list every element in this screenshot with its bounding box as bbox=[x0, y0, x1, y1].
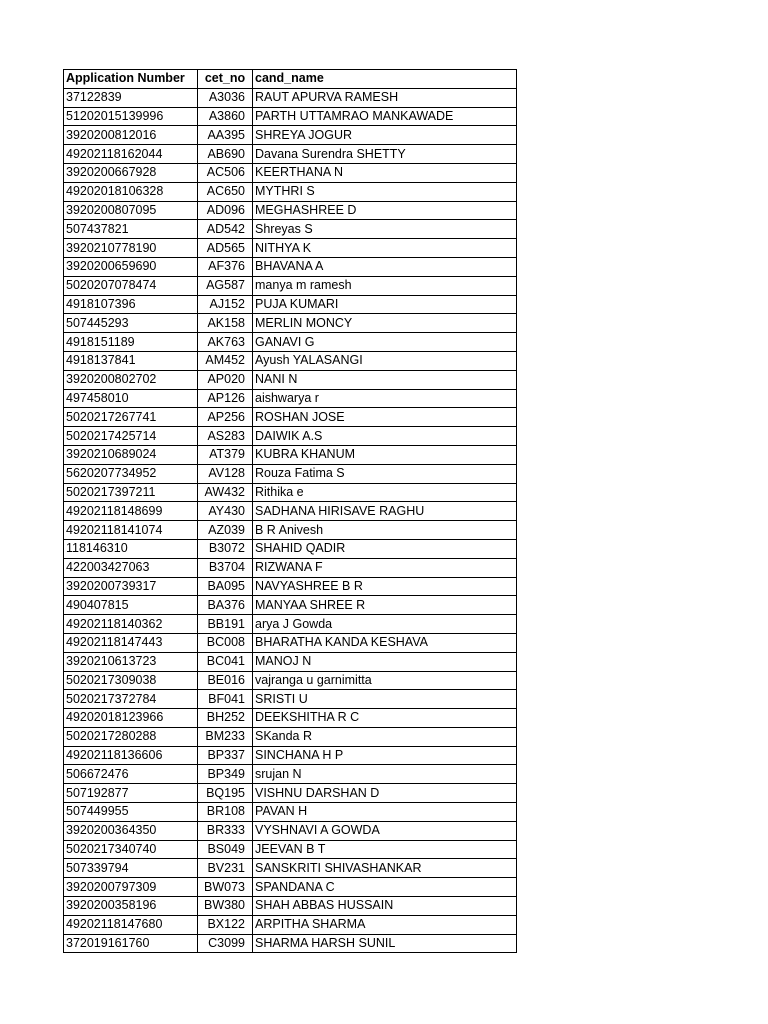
cand-name-cell: PAVAN H bbox=[253, 803, 517, 822]
cet-no-cell: BW073 bbox=[198, 878, 253, 897]
cand-name-cell: JEEVAN B T bbox=[253, 840, 517, 859]
table-row bbox=[64, 878, 517, 897]
table-row bbox=[64, 821, 517, 840]
cand-name-cell: MANYAA SHREE R bbox=[253, 596, 517, 615]
cet-no-cell: AZ039 bbox=[198, 521, 253, 540]
table-row bbox=[64, 727, 517, 746]
application-number-cell: 3920200659690 bbox=[64, 257, 198, 276]
application-number-cell: 49202018106328 bbox=[64, 182, 198, 201]
cet-no-cell: AW432 bbox=[198, 483, 253, 502]
application-number-cell: 3920200812016 bbox=[64, 126, 198, 145]
header-cet-no: cet_no bbox=[198, 70, 253, 89]
cet-no-cell: BE016 bbox=[198, 671, 253, 690]
cand-name-cell: SANSKRITI SHIVASHANKAR bbox=[253, 859, 517, 878]
table-row bbox=[64, 765, 517, 784]
table-row bbox=[64, 126, 517, 145]
application-number-cell: 3920200797309 bbox=[64, 878, 198, 897]
cet-no-cell: BA095 bbox=[198, 577, 253, 596]
cand-name-cell: manya m ramesh bbox=[253, 276, 517, 295]
application-number-cell: 3920210689024 bbox=[64, 445, 198, 464]
table-row bbox=[64, 333, 517, 352]
application-number-cell: 5020217340740 bbox=[64, 840, 198, 859]
cet-no-cell: B3072 bbox=[198, 539, 253, 558]
cet-no-cell: BS049 bbox=[198, 840, 253, 859]
cand-name-cell: RIZWANA F bbox=[253, 558, 517, 577]
table-row bbox=[64, 897, 517, 916]
table-row bbox=[64, 182, 517, 201]
cand-name-cell: Rithika e bbox=[253, 483, 517, 502]
application-number-cell: 5620207734952 bbox=[64, 464, 198, 483]
cand-name-cell: MEGHASHREE D bbox=[253, 201, 517, 220]
application-number-cell: 49202118140362 bbox=[64, 615, 198, 634]
cand-name-cell: Shreyas S bbox=[253, 220, 517, 239]
application-number-cell: 51202015139996 bbox=[64, 107, 198, 126]
application-number-cell: 422003427063 bbox=[64, 558, 198, 577]
application-number-cell: 3920200807095 bbox=[64, 201, 198, 220]
cand-name-cell: KEERTHANA N bbox=[253, 163, 517, 182]
cet-no-cell: BM233 bbox=[198, 727, 253, 746]
application-number-cell: 37122839 bbox=[64, 88, 198, 107]
cet-no-cell: BF041 bbox=[198, 690, 253, 709]
table-row bbox=[64, 596, 517, 615]
cand-name-cell: NANI N bbox=[253, 370, 517, 389]
cand-name-cell: PUJA KUMARI bbox=[253, 295, 517, 314]
cand-name-cell: MERLIN MONCY bbox=[253, 314, 517, 333]
cet-no-cell: AP020 bbox=[198, 370, 253, 389]
table-row bbox=[64, 370, 517, 389]
table-row bbox=[64, 314, 517, 333]
cand-name-cell: SHREYA JOGUR bbox=[253, 126, 517, 145]
cand-name-cell: PARTH UTTAMRAO MANKAWADE bbox=[253, 107, 517, 126]
table-row bbox=[64, 934, 517, 953]
application-number-cell: 4918151189 bbox=[64, 333, 198, 352]
application-number-cell: 49202118162044 bbox=[64, 145, 198, 164]
cand-name-cell: VYSHNAVI A GOWDA bbox=[253, 821, 517, 840]
cet-no-cell: AD096 bbox=[198, 201, 253, 220]
table-row bbox=[64, 539, 517, 558]
application-number-cell: 118146310 bbox=[64, 539, 198, 558]
application-number-cell: 497458010 bbox=[64, 389, 198, 408]
cet-no-cell: BQ195 bbox=[198, 784, 253, 803]
header-application-number: Application Number bbox=[64, 70, 198, 89]
table-row bbox=[64, 915, 517, 934]
cand-name-cell: RAUT APURVA RAMESH bbox=[253, 88, 517, 107]
application-number-cell: 3920200667928 bbox=[64, 163, 198, 182]
table-row bbox=[64, 709, 517, 728]
table-row bbox=[64, 107, 517, 126]
cand-name-cell: SHAHID QADIR bbox=[253, 539, 517, 558]
table-row bbox=[64, 201, 517, 220]
cet-no-cell: AP126 bbox=[198, 389, 253, 408]
table-row bbox=[64, 295, 517, 314]
cet-no-cell: AD565 bbox=[198, 239, 253, 258]
cand-name-cell: Davana Surendra SHETTY bbox=[253, 145, 517, 164]
header-cand-name: cand_name bbox=[253, 70, 517, 89]
table-row bbox=[64, 577, 517, 596]
table-row bbox=[64, 464, 517, 483]
application-number-cell: 5020217309038 bbox=[64, 671, 198, 690]
cet-no-cell: AA395 bbox=[198, 126, 253, 145]
table-row bbox=[64, 652, 517, 671]
table-row bbox=[64, 558, 517, 577]
application-number-cell: 507192877 bbox=[64, 784, 198, 803]
cet-no-cell: BH252 bbox=[198, 709, 253, 728]
table-row bbox=[64, 746, 517, 765]
application-number-cell: 3920200364350 bbox=[64, 821, 198, 840]
cand-name-cell: arya J Gowda bbox=[253, 615, 517, 634]
cand-name-cell: SADHANA HIRISAVE RAGHU bbox=[253, 502, 517, 521]
cet-no-cell: AD542 bbox=[198, 220, 253, 239]
table-row bbox=[64, 276, 517, 295]
application-number-cell: 49202118147443 bbox=[64, 633, 198, 652]
cand-name-cell: GANAVI G bbox=[253, 333, 517, 352]
application-number-cell: 5020207078474 bbox=[64, 276, 198, 295]
cet-no-cell: AT379 bbox=[198, 445, 253, 464]
cet-no-cell: AF376 bbox=[198, 257, 253, 276]
cand-name-cell: MYTHRI S bbox=[253, 182, 517, 201]
cand-name-cell: aishwarya r bbox=[253, 389, 517, 408]
table-row bbox=[64, 88, 517, 107]
application-number-cell: 506672476 bbox=[64, 765, 198, 784]
cand-name-cell: srujan N bbox=[253, 765, 517, 784]
application-number-cell: 49202118136606 bbox=[64, 746, 198, 765]
cand-name-cell: SRISTI U bbox=[253, 690, 517, 709]
cand-name-cell: SPANDANA C bbox=[253, 878, 517, 897]
application-number-cell: 507445293 bbox=[64, 314, 198, 333]
application-number-cell: 3920210613723 bbox=[64, 652, 198, 671]
application-number-cell: 507449955 bbox=[64, 803, 198, 822]
application-number-cell: 5020217397211 bbox=[64, 483, 198, 502]
cet-no-cell: BC008 bbox=[198, 633, 253, 652]
table-row bbox=[64, 163, 517, 182]
cet-no-cell: BW380 bbox=[198, 897, 253, 916]
table-row bbox=[64, 220, 517, 239]
table-row bbox=[64, 615, 517, 634]
table-row bbox=[64, 784, 517, 803]
application-number-cell: 49202018123966 bbox=[64, 709, 198, 728]
cand-name-cell: DEEKSHITHA R C bbox=[253, 709, 517, 728]
cet-no-cell: AK763 bbox=[198, 333, 253, 352]
application-number-cell: 3920210778190 bbox=[64, 239, 198, 258]
cand-name-cell: BHARATHA KANDA KESHAVA bbox=[253, 633, 517, 652]
cet-no-cell: BP349 bbox=[198, 765, 253, 784]
table-row bbox=[64, 445, 517, 464]
application-number-cell: 49202118148699 bbox=[64, 502, 198, 521]
cand-name-cell: MANOJ N bbox=[253, 652, 517, 671]
header-row bbox=[64, 70, 517, 89]
application-number-cell: 507339794 bbox=[64, 859, 198, 878]
cand-name-cell: vajranga u garnimitta bbox=[253, 671, 517, 690]
application-number-cell: 3920200358196 bbox=[64, 897, 198, 916]
cand-name-cell: Ayush YALASANGI bbox=[253, 351, 517, 370]
cet-no-cell: BC041 bbox=[198, 652, 253, 671]
cet-no-cell: AK158 bbox=[198, 314, 253, 333]
cet-no-cell: BR333 bbox=[198, 821, 253, 840]
cand-name-cell: NAVYASHREE B R bbox=[253, 577, 517, 596]
cet-no-cell: AC650 bbox=[198, 182, 253, 201]
cand-name-cell: DAIWIK A.S bbox=[253, 427, 517, 446]
application-number-cell: 4918137841 bbox=[64, 351, 198, 370]
table-row bbox=[64, 145, 517, 164]
application-number-cell: 3920200802702 bbox=[64, 370, 198, 389]
table-row bbox=[64, 690, 517, 709]
cet-no-cell: AP256 bbox=[198, 408, 253, 427]
cet-no-cell: A3036 bbox=[198, 88, 253, 107]
application-number-cell: 5020217372784 bbox=[64, 690, 198, 709]
cet-no-cell: AS283 bbox=[198, 427, 253, 446]
cet-no-cell: AB690 bbox=[198, 145, 253, 164]
table-row bbox=[64, 671, 517, 690]
cand-name-cell: KUBRA KHANUM bbox=[253, 445, 517, 464]
table-row bbox=[64, 408, 517, 427]
table-row bbox=[64, 483, 517, 502]
cet-no-cell: AY430 bbox=[198, 502, 253, 521]
cand-name-cell: SHAH ABBAS HUSSAIN bbox=[253, 897, 517, 916]
application-number-cell: 4918107396 bbox=[64, 295, 198, 314]
application-number-cell: 49202118147680 bbox=[64, 915, 198, 934]
cet-no-cell: AV128 bbox=[198, 464, 253, 483]
application-number-cell: 5020217425714 bbox=[64, 427, 198, 446]
cand-name-cell: SINCHANA H P bbox=[253, 746, 517, 765]
cet-no-cell: BX122 bbox=[198, 915, 253, 934]
table-row bbox=[64, 633, 517, 652]
cet-no-cell: BB191 bbox=[198, 615, 253, 634]
cand-name-cell: SHARMA HARSH SUNIL bbox=[253, 934, 517, 953]
application-number-cell: 490407815 bbox=[64, 596, 198, 615]
application-number-cell: 372019161760 bbox=[64, 934, 198, 953]
table-row bbox=[64, 239, 517, 258]
candidate-table bbox=[63, 69, 517, 953]
cand-name-cell: B R Anivesh bbox=[253, 521, 517, 540]
cand-name-cell: NITHYA K bbox=[253, 239, 517, 258]
cand-name-cell: ARPITHA SHARMA bbox=[253, 915, 517, 934]
table-row bbox=[64, 502, 517, 521]
table-row bbox=[64, 521, 517, 540]
cet-no-cell: BR108 bbox=[198, 803, 253, 822]
cet-no-cell: A3860 bbox=[198, 107, 253, 126]
application-number-cell: 5020217280288 bbox=[64, 727, 198, 746]
application-number-cell: 49202118141074 bbox=[64, 521, 198, 540]
cet-no-cell: BV231 bbox=[198, 859, 253, 878]
table-row bbox=[64, 427, 517, 446]
table-body bbox=[64, 88, 517, 953]
cet-no-cell: AM452 bbox=[198, 351, 253, 370]
cet-no-cell: AG587 bbox=[198, 276, 253, 295]
table-row bbox=[64, 840, 517, 859]
cet-no-cell: AJ152 bbox=[198, 295, 253, 314]
cet-no-cell: BA376 bbox=[198, 596, 253, 615]
table-row bbox=[64, 351, 517, 370]
cand-name-cell: ROSHAN JOSE bbox=[253, 408, 517, 427]
cand-name-cell: Rouza Fatima S bbox=[253, 464, 517, 483]
cet-no-cell: B3704 bbox=[198, 558, 253, 577]
table-row bbox=[64, 803, 517, 822]
cand-name-cell: BHAVANA A bbox=[253, 257, 517, 276]
cand-name-cell: SKanda R bbox=[253, 727, 517, 746]
application-number-cell: 3920200739317 bbox=[64, 577, 198, 596]
cet-no-cell: C3099 bbox=[198, 934, 253, 953]
table-row bbox=[64, 859, 517, 878]
table-row bbox=[64, 257, 517, 276]
cet-no-cell: BP337 bbox=[198, 746, 253, 765]
cand-name-cell: VISHNU DARSHAN D bbox=[253, 784, 517, 803]
cet-no-cell: AC506 bbox=[198, 163, 253, 182]
application-number-cell: 5020217267741 bbox=[64, 408, 198, 427]
application-number-cell: 507437821 bbox=[64, 220, 198, 239]
table-row bbox=[64, 389, 517, 408]
